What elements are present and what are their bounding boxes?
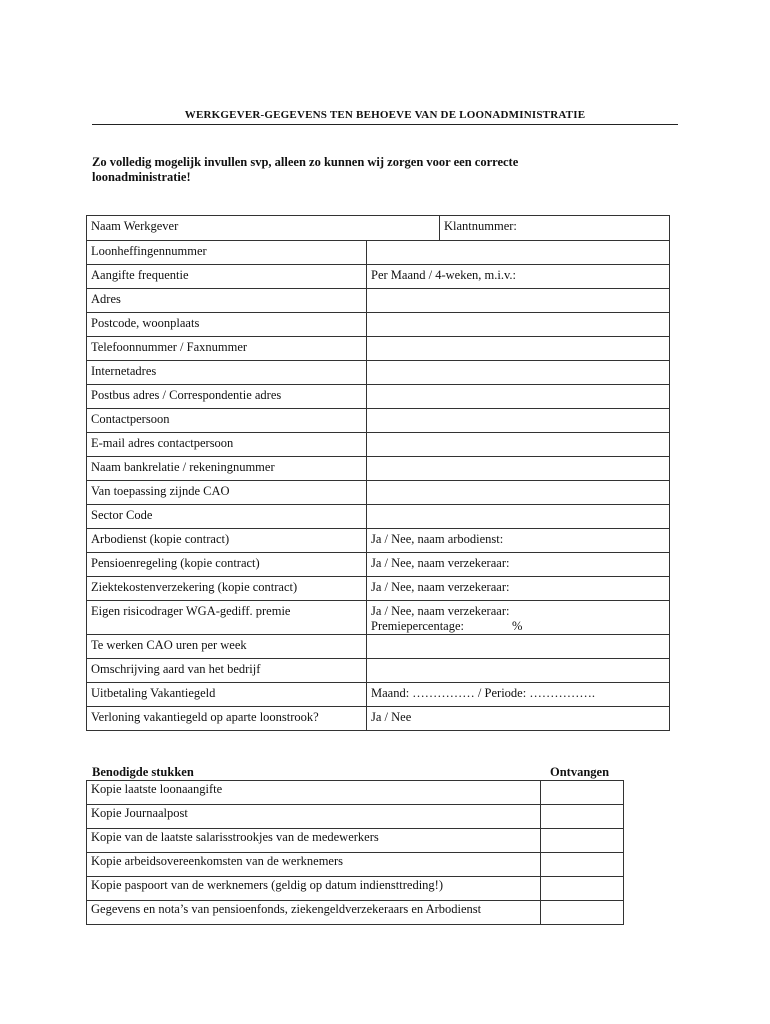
field-label: Verloning vakantiegeld op aparte loonstrook?: [87, 707, 367, 731]
field-value[interactable]: [367, 289, 670, 313]
documents-header: [92, 765, 622, 780]
received-checkbox-cell[interactable]: [541, 901, 624, 925]
table-row: [87, 216, 670, 241]
field-label: Contactpersoon: [87, 409, 367, 433]
field-label: Pensioenregeling (kopie contract): [87, 553, 367, 577]
field-value[interactable]: Ja / Nee, naam verzekeraar:: [367, 553, 670, 577]
table-row: [87, 781, 624, 805]
document-item: Kopie laatste loonaangifte: [87, 781, 541, 805]
field-value[interactable]: Ja / Nee, naam arbodienst:: [367, 529, 670, 553]
field-value[interactable]: [367, 505, 670, 529]
field-value[interactable]: [367, 601, 670, 635]
field-value[interactable]: [367, 409, 670, 433]
received-checkbox-cell[interactable]: [541, 853, 624, 877]
field-label: Eigen risicodrager WGA-gediff. premie: [87, 601, 367, 635]
table-row: [87, 877, 624, 901]
received-heading: Ontvangen: [550, 765, 610, 779]
field-value[interactable]: [367, 385, 670, 409]
field-value[interactable]: Per Maand / 4-weken, m.i.v.:: [367, 265, 670, 289]
table-row: [87, 683, 670, 707]
table-row: [87, 409, 670, 433]
table-row: [87, 901, 624, 925]
table-row: [87, 481, 670, 505]
field-value[interactable]: Ja / Nee, naam verzekeraar:: [367, 577, 670, 601]
client-number-label: Klantnummer:: [444, 219, 517, 233]
table-row: [87, 601, 670, 635]
documents-table: [86, 780, 624, 925]
table-row: [87, 805, 624, 829]
employer-data-table: [86, 215, 670, 731]
table-row: [87, 457, 670, 481]
field-label: Telefoonnummer / Faxnummer: [87, 337, 367, 361]
field-value[interactable]: [367, 361, 670, 385]
table-row: [87, 337, 670, 361]
table-row: [87, 289, 670, 313]
document-item: Gegevens en nota’s van pensioenfonds, ziekengeldverzekeraars en Arbodienst: [87, 901, 541, 925]
employer-name-label: Naam Werkgever: [87, 216, 440, 240]
table-row: [87, 385, 670, 409]
received-checkbox-cell[interactable]: [541, 781, 624, 805]
field-label: Sector Code: [87, 505, 367, 529]
table-row: [87, 577, 670, 601]
field-value[interactable]: [367, 337, 670, 361]
field-label: Adres: [87, 289, 367, 313]
percent-sign: %: [512, 619, 523, 633]
field-label: Van toepassing zijnde CAO: [87, 481, 367, 505]
received-checkbox-cell[interactable]: [541, 805, 624, 829]
field-label: Omschrijving aard van het bedrijf: [87, 659, 367, 683]
table-row: [87, 553, 670, 577]
table-row: [87, 635, 670, 659]
field-value[interactable]: [367, 481, 670, 505]
table-row: [87, 529, 670, 553]
field-value[interactable]: Ja / Nee: [367, 707, 670, 731]
field-value[interactable]: [367, 433, 670, 457]
field-value-line: Ja / Nee, naam verzekeraar:: [371, 604, 510, 618]
field-label: Loonheffingennummer: [87, 241, 367, 265]
field-label: Internetadres: [87, 361, 367, 385]
field-label: Te werken CAO uren per week: [87, 635, 367, 659]
table-row: [87, 433, 670, 457]
table-row: [87, 829, 624, 853]
field-label: Uitbetaling Vakantiegeld: [87, 683, 367, 707]
field-label: Ziektekostenverzekering (kopie contract): [87, 577, 367, 601]
field-value[interactable]: [367, 313, 670, 337]
field-value[interactable]: [367, 457, 670, 481]
field-label: Aangifte frequentie: [87, 265, 367, 289]
document-item: Kopie van de laatste salarisstrookjes van de medewerkers: [87, 829, 541, 853]
received-checkbox-cell[interactable]: [541, 829, 624, 853]
field-value[interactable]: [367, 241, 670, 265]
field-value[interactable]: Maand: …………… / Periode: …………….: [367, 683, 670, 707]
table-row: [87, 659, 670, 683]
field-label: E-mail adres contactpersoon: [87, 433, 367, 457]
table-row: [87, 505, 670, 529]
page-title: WERKGEVER-GEGEVENS TEN BEHOEVE VAN DE LOONADMINISTRATIE: [92, 109, 678, 125]
field-value[interactable]: [367, 635, 670, 659]
field-label: Naam bankrelatie / rekeningnummer: [87, 457, 367, 481]
document-item: Kopie arbeidsovereenkomsten van de werknemers: [87, 853, 541, 877]
table-row: [87, 313, 670, 337]
field-label: Postbus adres / Correspondentie adres: [87, 385, 367, 409]
document-item: Kopie paspoort van de werknemers (geldig op datum indiensttreding!): [87, 877, 541, 901]
intro-text: Zo volledig mogelijk invullen svp, alleen zo kunnen wij zorgen voor een correcte loonadministratie!: [92, 155, 519, 184]
premium-percentage-label: Premiepercentage:: [371, 619, 465, 633]
received-checkbox-cell[interactable]: [541, 877, 624, 901]
documents-heading: Benodigde stukken: [92, 765, 194, 779]
field-label: Postcode, woonplaats: [87, 313, 367, 337]
table-row: [87, 265, 670, 289]
table-row: [87, 361, 670, 385]
document-item: Kopie Journaalpost: [87, 805, 541, 829]
table-row: [87, 707, 670, 731]
field-value-line: [371, 619, 665, 634]
table-row: [87, 853, 624, 877]
table-row: [87, 241, 670, 265]
field-label: Arbodienst (kopie contract): [87, 529, 367, 553]
field-value[interactable]: [367, 659, 670, 683]
